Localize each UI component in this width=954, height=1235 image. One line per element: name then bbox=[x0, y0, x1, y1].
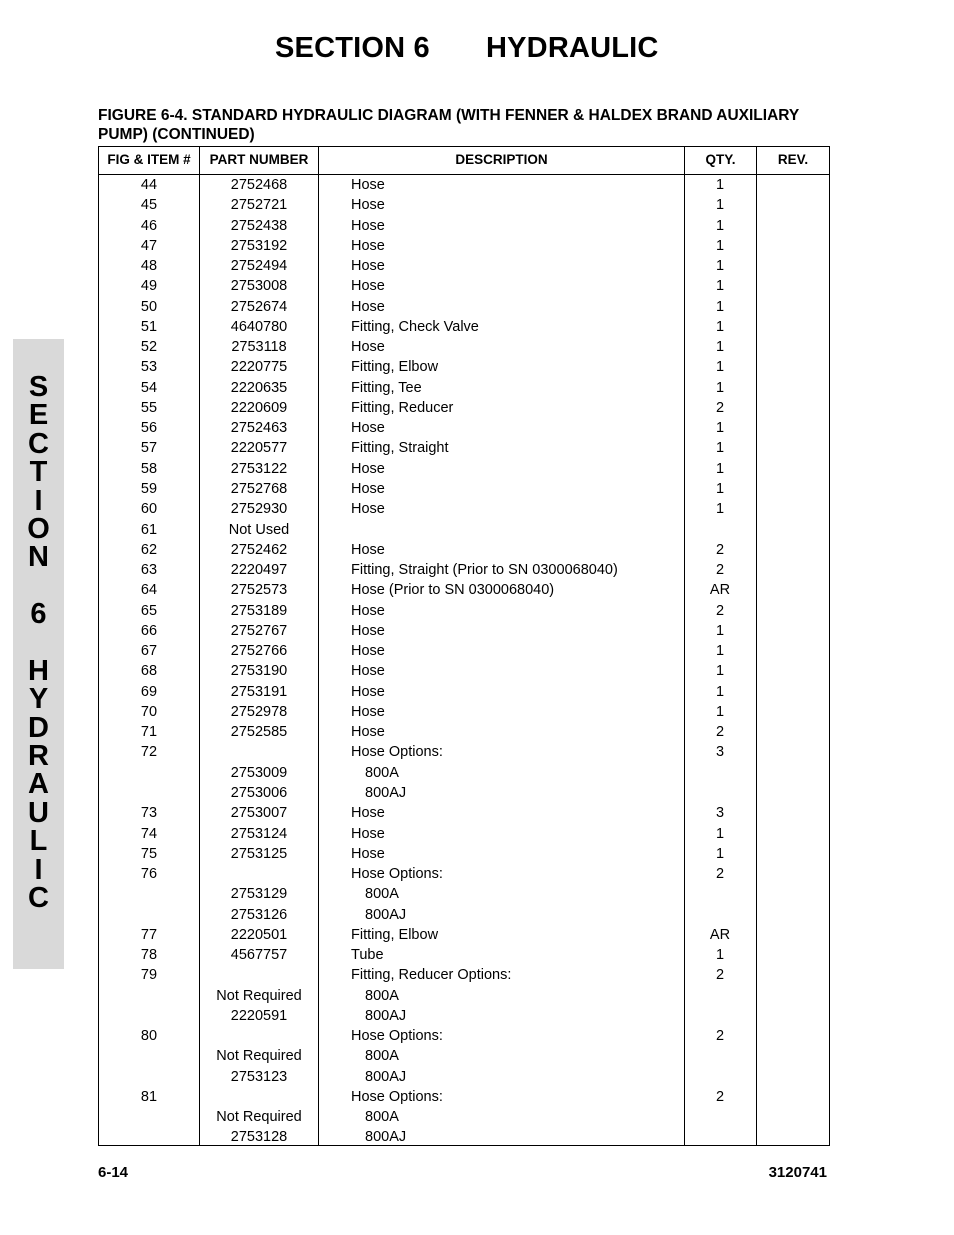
quantity-cell: 1 bbox=[715, 622, 725, 639]
part-number-cell: 2753006 bbox=[230, 784, 288, 801]
quantity-cell: 1 bbox=[715, 663, 725, 680]
table-row bbox=[99, 945, 829, 965]
side-tab-letters bbox=[13, 371, 64, 915]
item-number-cell: 57 bbox=[140, 440, 158, 457]
description-cell: 800AJ bbox=[365, 1129, 407, 1146]
table-row bbox=[99, 682, 829, 702]
description-cell: Fitting, Reducer Options: bbox=[351, 967, 512, 984]
page-number: 6-14 bbox=[98, 1164, 129, 1181]
item-number-cell: 52 bbox=[140, 339, 158, 356]
description-cell: Hose bbox=[351, 703, 385, 720]
table-row bbox=[99, 621, 829, 641]
side-tab-letter: U bbox=[28, 796, 49, 829]
part-number-cell: 2753192 bbox=[230, 237, 288, 254]
description-cell: Fitting, Straight bbox=[351, 440, 449, 457]
quantity-cell: 2 bbox=[715, 967, 725, 984]
side-tab-letter: D bbox=[28, 711, 49, 744]
table-row bbox=[99, 499, 829, 519]
item-number-cell: 68 bbox=[140, 663, 158, 680]
table-row bbox=[99, 560, 829, 580]
quantity-cell: 1 bbox=[715, 298, 725, 315]
table-row bbox=[99, 398, 829, 418]
quantity-cell: 1 bbox=[715, 177, 725, 193]
quantity-cell: 2 bbox=[715, 866, 725, 883]
part-number-cell: 2753007 bbox=[230, 805, 288, 822]
description-cell: Hose bbox=[351, 217, 385, 234]
side-tab-letter: S bbox=[28, 371, 49, 403]
part-number-cell: 4640780 bbox=[230, 318, 288, 335]
quantity-cell: 1 bbox=[715, 501, 725, 518]
table-row bbox=[99, 864, 829, 884]
part-number-cell: Not Required bbox=[216, 1048, 302, 1065]
item-number-cell: 63 bbox=[140, 562, 158, 579]
item-number-cell: 66 bbox=[140, 622, 158, 639]
description-cell: 800A bbox=[365, 1109, 399, 1126]
table-row bbox=[99, 1006, 829, 1026]
table-row bbox=[99, 195, 829, 215]
part-number-cell: 2752767 bbox=[230, 622, 288, 639]
description-cell: Hose bbox=[351, 541, 385, 558]
description-cell: Fitting, Reducer bbox=[351, 399, 454, 416]
quantity-cell: 2 bbox=[715, 541, 725, 558]
table-row bbox=[99, 438, 829, 458]
item-number-cell: 53 bbox=[140, 359, 158, 376]
table-row bbox=[99, 256, 829, 276]
table-row bbox=[99, 1046, 829, 1066]
table-row bbox=[99, 702, 829, 722]
side-tab-letter: N bbox=[28, 541, 49, 574]
side-tab-letter: A bbox=[28, 768, 49, 801]
item-number-cell: 79 bbox=[140, 967, 158, 984]
table-row bbox=[99, 722, 829, 742]
part-number-cell: 2753118 bbox=[231, 339, 287, 356]
side-tab-letter: 6 bbox=[30, 598, 47, 631]
description-cell: Hose bbox=[351, 197, 385, 214]
table-row bbox=[99, 742, 829, 762]
part-number-cell: 2752768 bbox=[230, 480, 288, 497]
table-row bbox=[99, 297, 829, 317]
item-number-cell: 59 bbox=[140, 480, 158, 497]
item-number-cell: 71 bbox=[140, 724, 158, 741]
part-number-cell: 2220775 bbox=[230, 359, 288, 376]
part-number-cell: 2753189 bbox=[230, 602, 288, 619]
table-row bbox=[99, 965, 829, 985]
side-tab-letter: T bbox=[29, 456, 48, 489]
quantity-cell: 1 bbox=[715, 217, 725, 234]
item-number-cell: 45 bbox=[140, 197, 158, 214]
quantity-cell: 1 bbox=[715, 318, 725, 335]
description-cell: Fitting, Check Valve bbox=[351, 318, 479, 335]
quantity-cell: 1 bbox=[715, 703, 725, 720]
description-cell: Hose bbox=[351, 460, 385, 477]
table-row bbox=[99, 601, 829, 621]
description-cell: Fitting, Elbow bbox=[351, 926, 439, 943]
part-number-cell: 2752930 bbox=[230, 501, 288, 518]
item-number-cell: 73 bbox=[140, 805, 158, 822]
table-row bbox=[99, 520, 829, 540]
table-row bbox=[99, 236, 829, 256]
description-cell: Hose bbox=[351, 420, 385, 437]
description-cell: 800AJ bbox=[365, 784, 407, 801]
column-header-part-number: PART NUMBER bbox=[209, 152, 309, 167]
table-row bbox=[99, 540, 829, 560]
table-row bbox=[99, 661, 829, 681]
part-number-cell: 2220501 bbox=[230, 926, 288, 943]
item-number-cell: 78 bbox=[140, 947, 158, 964]
quantity-cell: 2 bbox=[715, 399, 725, 416]
part-number-cell: 2753126 bbox=[230, 906, 288, 923]
description-cell: Hose bbox=[351, 237, 385, 254]
quantity-cell: 1 bbox=[715, 197, 725, 214]
section-label: SECTION 6 bbox=[275, 32, 430, 64]
quantity-cell: 1 bbox=[715, 643, 725, 660]
part-number-cell: Not Used bbox=[228, 521, 290, 538]
item-number-cell: 50 bbox=[140, 298, 158, 315]
part-number-cell: 2753191 bbox=[230, 683, 288, 700]
part-number-cell: 2752468 bbox=[230, 177, 288, 193]
quantity-cell: AR bbox=[709, 926, 731, 943]
item-number-cell: 80 bbox=[140, 1028, 158, 1045]
description-cell: Hose bbox=[351, 622, 385, 639]
part-number-cell: 2220609 bbox=[230, 399, 288, 416]
description-cell: Hose bbox=[351, 683, 385, 700]
table-row bbox=[99, 844, 829, 864]
table-row bbox=[99, 986, 829, 1006]
quantity-cell: 1 bbox=[715, 683, 725, 700]
item-number-cell: 46 bbox=[140, 217, 158, 234]
table-row bbox=[99, 175, 829, 195]
quantity-cell: 1 bbox=[715, 237, 725, 254]
part-number-cell: 2753128 bbox=[230, 1129, 288, 1146]
item-number-cell: 51 bbox=[140, 318, 158, 335]
table-row bbox=[99, 216, 829, 236]
quantity-cell: 1 bbox=[715, 845, 725, 862]
table-row bbox=[99, 763, 829, 783]
part-number-cell: 2753129 bbox=[230, 886, 288, 903]
part-number-cell: 2753009 bbox=[230, 764, 288, 781]
item-number-cell: 76 bbox=[140, 866, 158, 883]
part-number-cell: 2753190 bbox=[230, 663, 288, 680]
side-tab-letter: R bbox=[28, 740, 49, 773]
description-cell: Hose Options: bbox=[351, 1088, 443, 1105]
part-number-cell: 2753125 bbox=[230, 845, 288, 862]
section-side-tab bbox=[13, 339, 64, 969]
table-row bbox=[99, 459, 829, 479]
item-number-cell: 69 bbox=[140, 683, 158, 700]
side-tab-gap bbox=[13, 572, 64, 600]
item-number-cell: 67 bbox=[140, 643, 158, 660]
description-cell: Hose bbox=[351, 480, 385, 497]
table-row bbox=[99, 276, 829, 296]
item-number-cell: 77 bbox=[140, 926, 158, 943]
description-cell: Hose bbox=[351, 298, 385, 315]
table-row bbox=[99, 357, 829, 377]
item-number-cell: 64 bbox=[140, 582, 158, 599]
quantity-cell: 2 bbox=[715, 1028, 725, 1045]
description-cell: Hose bbox=[351, 663, 385, 680]
quantity-cell: 1 bbox=[715, 480, 725, 497]
part-number-cell: 2752978 bbox=[230, 703, 288, 720]
description-cell: Fitting, Tee bbox=[351, 379, 422, 396]
part-number-cell: 2752463 bbox=[230, 420, 288, 437]
side-tab-letter: C bbox=[28, 427, 49, 460]
table-row bbox=[99, 1026, 829, 1046]
quantity-cell: 3 bbox=[715, 805, 725, 822]
description-cell: 800AJ bbox=[365, 906, 407, 923]
item-number-cell: 62 bbox=[140, 541, 158, 558]
part-number-cell: 2752674 bbox=[230, 298, 288, 315]
quantity-cell: 2 bbox=[715, 724, 725, 741]
side-tab-gap bbox=[13, 629, 64, 657]
part-number-cell: 2220591 bbox=[230, 1007, 288, 1024]
table-body bbox=[99, 175, 829, 1148]
description-cell: Hose (Prior to SN 0300068040) bbox=[351, 582, 555, 599]
side-tab-letter: L bbox=[29, 825, 48, 858]
description-cell: Hose bbox=[351, 501, 385, 518]
part-number-cell: 4567757 bbox=[230, 947, 288, 964]
description-cell: Tube bbox=[351, 947, 384, 964]
description-cell: Hose Options: bbox=[351, 866, 443, 883]
part-number-cell: 2752721 bbox=[230, 197, 288, 214]
item-number-cell: 47 bbox=[140, 237, 158, 254]
part-number-cell: 2753124 bbox=[230, 825, 288, 842]
description-cell: 800A bbox=[365, 886, 399, 903]
quantity-cell: 2 bbox=[715, 562, 725, 579]
description-cell: 800A bbox=[365, 987, 399, 1004]
item-number-cell: 48 bbox=[140, 258, 158, 275]
quantity-cell: 1 bbox=[715, 825, 725, 842]
section-name: HYDRAULIC bbox=[486, 32, 659, 64]
description-cell: Hose bbox=[351, 845, 385, 862]
table-row bbox=[99, 337, 829, 357]
table-row bbox=[99, 1107, 829, 1127]
side-tab-letter: Y bbox=[28, 683, 49, 716]
table-row bbox=[99, 803, 829, 823]
table-row bbox=[99, 1067, 829, 1087]
table-header bbox=[99, 147, 829, 175]
item-number-cell: 55 bbox=[140, 399, 158, 416]
quantity-cell: 3 bbox=[715, 744, 725, 761]
quantity-cell: 2 bbox=[715, 602, 725, 619]
description-cell: Fitting, Elbow bbox=[351, 359, 439, 376]
column-header-description: DESCRIPTION bbox=[455, 152, 548, 167]
item-number-cell: 60 bbox=[140, 501, 158, 518]
item-number-cell: 81 bbox=[140, 1088, 158, 1105]
side-tab-letter: I bbox=[34, 853, 43, 886]
table-row bbox=[99, 641, 829, 661]
parts-table bbox=[98, 146, 830, 1146]
quantity-cell: 1 bbox=[715, 420, 725, 437]
quantity-cell: 1 bbox=[715, 440, 725, 457]
column-header-item: FIG & ITEM # bbox=[107, 152, 191, 167]
side-tab-letter: H bbox=[28, 654, 49, 687]
item-number-cell: 72 bbox=[140, 744, 158, 761]
table-row bbox=[99, 317, 829, 337]
table-row bbox=[99, 479, 829, 499]
quantity-cell: 1 bbox=[715, 460, 725, 477]
part-number-cell: 2753008 bbox=[230, 278, 288, 295]
section-header bbox=[0, 32, 954, 72]
item-number-cell: 54 bbox=[140, 379, 158, 396]
description-cell: 800A bbox=[365, 1048, 399, 1065]
table-row bbox=[99, 905, 829, 925]
table-row bbox=[99, 580, 829, 600]
description-cell: Hose bbox=[351, 643, 385, 660]
description-cell: Hose bbox=[351, 339, 385, 356]
quantity-cell: 1 bbox=[715, 379, 725, 396]
description-cell: 800AJ bbox=[365, 1007, 407, 1024]
part-number-cell: 2752494 bbox=[230, 258, 288, 275]
description-cell: Hose Options: bbox=[351, 744, 443, 761]
description-cell: Fitting, Straight (Prior to SN 0300068040) bbox=[351, 562, 618, 579]
part-number-cell: 2752462 bbox=[230, 541, 288, 558]
table-row bbox=[99, 783, 829, 803]
quantity-cell: 1 bbox=[715, 278, 725, 295]
part-number-cell: 2752438 bbox=[230, 217, 288, 234]
description-cell: 800A bbox=[365, 764, 399, 781]
quantity-cell: AR bbox=[709, 582, 731, 599]
description-cell: Hose bbox=[351, 278, 385, 295]
table-row bbox=[99, 418, 829, 438]
description-cell: Hose bbox=[351, 825, 385, 842]
description-cell: Hose bbox=[351, 258, 385, 275]
table-row bbox=[99, 378, 829, 398]
quantity-cell: 1 bbox=[715, 258, 725, 275]
item-number-cell: 58 bbox=[140, 460, 158, 477]
column-header-qty: QTY. bbox=[705, 152, 736, 167]
description-cell: Hose Options: bbox=[351, 1028, 443, 1045]
quantity-cell: 1 bbox=[715, 339, 725, 356]
quantity-cell: 1 bbox=[715, 359, 725, 376]
item-number-cell: 56 bbox=[140, 420, 158, 437]
document-number: 3120741 bbox=[768, 1164, 827, 1181]
table-row bbox=[99, 884, 829, 904]
quantity-cell: 1 bbox=[715, 947, 725, 964]
side-tab-letter: O bbox=[27, 512, 50, 545]
part-number-cell: 2220635 bbox=[230, 379, 288, 396]
item-number-cell: 70 bbox=[140, 703, 158, 720]
table-row bbox=[99, 1127, 829, 1147]
description-cell: Hose bbox=[351, 724, 385, 741]
item-number-cell: 74 bbox=[140, 825, 158, 842]
part-number-cell: 2753122 bbox=[230, 460, 288, 477]
quantity-cell: 2 bbox=[715, 1088, 725, 1105]
part-number-cell: Not Required bbox=[216, 1109, 302, 1126]
column-header-rev: REV. bbox=[777, 152, 809, 167]
part-number-cell: 2220577 bbox=[230, 440, 288, 457]
description-cell: 800AJ bbox=[365, 1068, 407, 1085]
part-number-cell: 2752766 bbox=[230, 643, 288, 660]
item-number-cell: 75 bbox=[140, 845, 158, 862]
item-number-cell: 65 bbox=[140, 602, 158, 619]
part-number-cell: 2752585 bbox=[230, 724, 288, 741]
part-number-cell: 2220497 bbox=[230, 562, 288, 579]
part-number-cell: Not Required bbox=[216, 987, 302, 1004]
item-number-cell: 44 bbox=[140, 177, 158, 193]
description-cell: Hose bbox=[351, 805, 385, 822]
item-number-cell: 49 bbox=[140, 278, 158, 295]
part-number-cell: 2753123 bbox=[230, 1068, 288, 1085]
table-row bbox=[99, 1087, 829, 1107]
side-tab-letter: I bbox=[34, 484, 43, 517]
table-row bbox=[99, 925, 829, 945]
item-number-cell: 61 bbox=[140, 521, 158, 538]
side-tab-letter: E bbox=[28, 399, 49, 432]
figure-title: FIGURE 6-4. STANDARD HYDRAULIC DIAGRAM (WITH FENNER & HALDEX BRAND AUXILIARY PUMP) (CONTINUED) bbox=[98, 107, 799, 143]
part-number-cell: 2752573 bbox=[230, 582, 288, 599]
side-tab-letter: C bbox=[28, 882, 49, 915]
description-cell: Hose bbox=[351, 177, 385, 193]
table-row bbox=[99, 824, 829, 844]
description-cell: Hose bbox=[351, 602, 385, 619]
